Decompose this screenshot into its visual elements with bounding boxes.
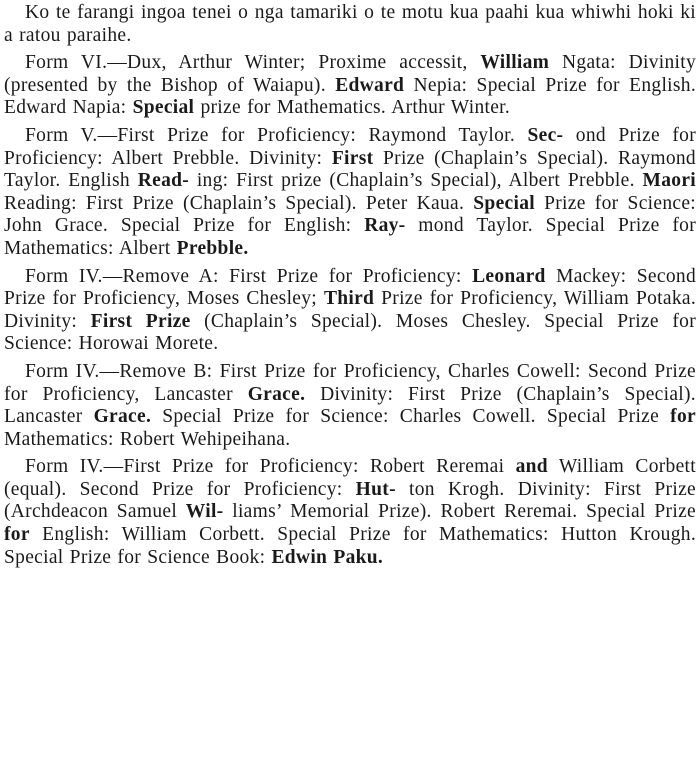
text-segment: William Corbett (equal). Second Prize for Proficiency: [4, 456, 696, 500]
text-segment: (Chaplain’s Special). Moses Chesley. Special Prize for Science: Horowai Morete. [4, 310, 696, 355]
bold-text-segment: Read- [137, 170, 190, 192]
bold-text-segment: First Prize [90, 310, 191, 332]
text-segment: Mackey: Second Prize for Proficiency, Moses Chesley; [4, 265, 696, 310]
bold-text-segment: Maori [642, 170, 696, 192]
text-segment: ing: First prize (Chaplain’s Special), Albert Prebble. [189, 170, 643, 192]
text-segment: Form IV.—Remove B: First Prize for Proficiency, Charles Cowell: Second Prize for Proficiency, Lancaster [4, 360, 696, 405]
text-segment: Form VI.—Dux, Arthur Winter; Proxime accessit, [25, 52, 481, 74]
text-segment: liams’ Memorial Prize). Robert Reremai. Special Prize [223, 501, 696, 523]
text-segment: prize for Mathematics. Arthur Winter. [194, 97, 511, 119]
bold-text-segment: and [515, 456, 548, 478]
bold-text-segment: Ray- [364, 215, 406, 237]
bold-text-segment: Sec- [527, 124, 564, 146]
text-segment: English: William Corbett. Special Prize for Mathematics: Hutton Krough. Special Prize for Science Book: [4, 524, 696, 568]
bold-text-segment: William [480, 52, 550, 74]
text-segment: Special Prize for Science: Charles Cowell. Special Prize [151, 406, 671, 428]
text-segment: ond Prize for Proficiency: Albert Prebble. Divinity: [4, 124, 696, 169]
text-segment: Ngata: Divinity (presented by the Bishop of Waiapu). [4, 52, 697, 96]
text-segment: Divinity: First Prize (Chaplain’s Special). Lancaster [4, 383, 696, 428]
text-segment: Form V.—First Prize for Proficiency: Raymond Taylor. [25, 124, 528, 146]
bold-text-segment: Third [323, 288, 375, 310]
form-iv-remove-b-paragraph [4, 361, 696, 451]
document-page [4, 2, 696, 569]
bold-text-segment: Edward [335, 74, 405, 96]
form-vi-paragraph [4, 52, 696, 120]
text-segment: Prize (Chaplain’s Special). Raymond Taylor. English [4, 147, 696, 192]
text-segment: mond Taylor. Special Prize for Mathematics: Albert [4, 215, 696, 259]
bold-text-segment: Grace. [93, 406, 152, 428]
bold-text-segment: Wil- [185, 501, 224, 523]
bold-text-segment: Grace. [247, 383, 306, 405]
text-segment: ton Krogh. Divinity: First Prize (Archdeacon Samuel [4, 478, 696, 523]
text-segment: Prize for Science: John Grace. Special Prize for English: [4, 192, 697, 237]
bold-text-segment: Edwin Paku. [271, 546, 384, 568]
form-iv-paragraph [4, 456, 696, 569]
form-v-paragraph [4, 125, 696, 261]
text-segment: Form IV.—First Prize for Proficiency: Robert Reremai [25, 456, 516, 478]
bold-text-segment: First [331, 147, 374, 169]
form-iv-remove-a-paragraph [4, 266, 696, 356]
text-segment: Reading: First Prize (Chaplain’s Special). Peter Kaua. [4, 192, 474, 214]
bold-text-segment: for [670, 406, 696, 428]
bold-text-segment: Special [132, 97, 195, 119]
text-segment: Ko te farangi ingoa tenei o nga tamariki o te motu kua paahi kua whiwhi hoki ki a ratou paraihe. [4, 2, 696, 46]
text-segment: Mathematics: Robert Wehipeihana. [4, 428, 291, 450]
bold-text-segment: for [4, 524, 30, 546]
bold-text-segment: Special [473, 192, 535, 214]
bold-text-segment: Hut- [355, 478, 396, 500]
bold-text-segment: Leonard [472, 265, 546, 287]
intro-paragraph [4, 2, 696, 47]
text-segment: Nepia: Special Prize for English. Edward Napia: [4, 74, 696, 119]
bold-text-segment: Prebble. [176, 237, 249, 259]
text-segment: Prize for Proficiency, William Potaka. Divinity: [4, 288, 696, 332]
text-segment: Form IV.—Remove A: First Prize for Proficiency: [25, 265, 473, 287]
